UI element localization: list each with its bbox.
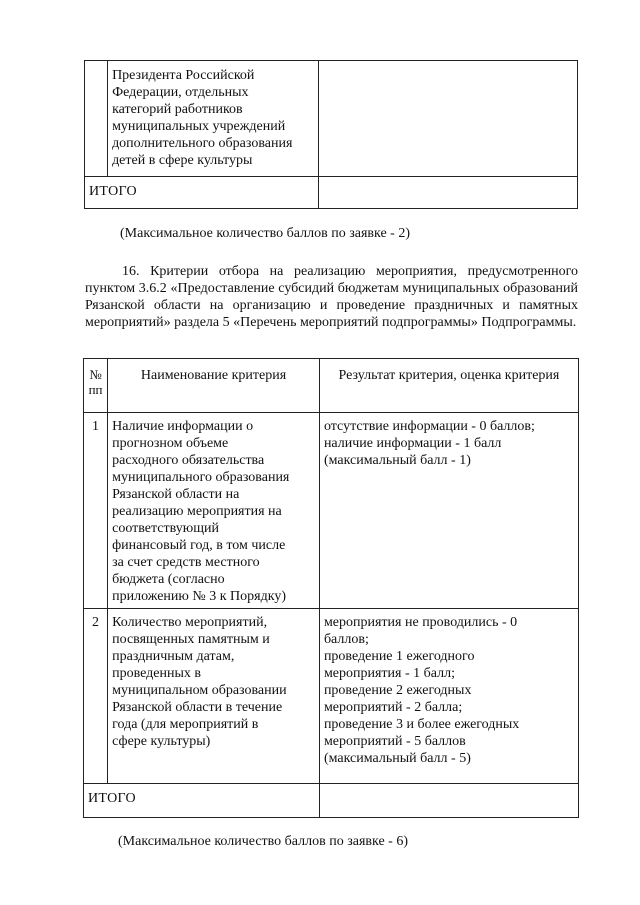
criterion-line: бюджета (согласно: [112, 572, 225, 587]
criterion-line: сфере культуры): [112, 734, 211, 749]
criterion-result-cell: [319, 413, 578, 609]
result-line: мероприятия не проводились - 0: [323, 615, 518, 630]
table-header-row: [84, 359, 579, 413]
criterion-line: категорий работников: [112, 102, 243, 117]
criterion-line: дополнительного образования: [112, 136, 293, 151]
result-line: мероприятий - 5 баллов: [323, 734, 466, 749]
criterion-line: соответствующий: [112, 521, 219, 536]
table-total-row: [85, 177, 578, 209]
criterion-line: муниципальном образовании: [112, 683, 287, 698]
result-line: мероприятий - 2 балла;: [323, 700, 463, 715]
total-value-cell: [319, 784, 578, 818]
result-line: (максимальный балл - 1): [323, 453, 471, 468]
criterion-line: финансовый год, в том числе: [112, 538, 286, 553]
criterion-line: приложению № 3 к Порядку): [112, 589, 286, 604]
criterion-name-cell: [108, 61, 319, 177]
total-value-cell: [318, 177, 577, 209]
criterion-line: Количество мероприятий,: [112, 615, 268, 630]
criterion-line: Президента Российской: [112, 68, 255, 83]
row-number-cell: 2: [84, 609, 108, 784]
criterion-name-cell: [108, 609, 320, 784]
criterion-line: муниципальных учреждений: [112, 119, 286, 134]
header-criterion-result: Результат критерия, оценка критерия: [319, 359, 578, 413]
header-number-abbr: пп: [88, 382, 103, 397]
criteria-table: [83, 358, 579, 818]
max-score-note: (Максимальное количество баллов по заявке - 2): [120, 226, 410, 241]
row-number-cell: 1: [84, 413, 108, 609]
result-line: проведение 3 и более ежегодных: [323, 717, 520, 732]
criterion-line: года (для мероприятий в: [112, 717, 259, 732]
criterion-result-cell: [318, 61, 577, 177]
table-row: [85, 61, 578, 177]
result-line: отсутствие информации - 0 баллов;: [323, 419, 535, 434]
criterion-line: проведенных в: [112, 666, 201, 681]
table-row: [84, 609, 579, 784]
criterion-line: праздничным датам,: [112, 649, 235, 664]
criterion-line: детей в сфере культуры: [112, 153, 253, 168]
total-label: ИТОГО: [85, 177, 319, 209]
header-criterion-name: Наименование критерия: [108, 359, 320, 413]
total-label: ИТОГО: [84, 784, 320, 818]
result-line: наличие информации - 1 балл: [323, 436, 502, 451]
criterion-line: прогнозном объеме: [112, 436, 229, 451]
criterion-line: расходного обязательства: [112, 453, 265, 468]
criterion-line: за счет средств местного: [112, 555, 260, 570]
result-line: проведение 2 ежегодных: [323, 683, 472, 698]
section-16-paragraph: 16. Критерии отбора на реализацию мероприятия, предусмотренного пунктом 3.6.2 «Предоставление субсидий бюджетам муниципальных образований Рязанской области на организацию и проведение праздничных и памятных мероприятий» раздела 5 «Перечень мероприятий подпрограммы» Подпрограммы.: [85, 264, 578, 330]
max-score-note: (Максимальное количество баллов по заявке - 6): [118, 834, 408, 849]
criterion-line: муниципального образования: [112, 470, 290, 485]
criterion-line: посвященных памятным и: [112, 632, 270, 647]
table-row: [84, 413, 579, 609]
criterion-line: реализацию мероприятия на: [112, 504, 282, 519]
header-number-symbol: №: [89, 367, 102, 382]
result-line: (максимальный балл - 5): [323, 751, 471, 766]
criterion-line: Рязанской области в течение: [112, 700, 283, 715]
criterion-line: Федерации, отдельных: [112, 85, 249, 100]
result-line: баллов;: [323, 632, 369, 647]
criteria-table-continuation: [84, 60, 578, 209]
criterion-name-cell: [108, 413, 320, 609]
row-number-cell: [85, 61, 108, 177]
table-total-row: [84, 784, 579, 818]
result-line: мероприятия - 1 балл;: [323, 666, 455, 681]
criterion-result-cell: [319, 609, 578, 784]
criterion-line: Рязанской области на: [112, 487, 240, 502]
criterion-line: Наличие информации о: [112, 419, 254, 434]
result-line: проведение 1 ежегодного: [323, 649, 475, 664]
header-number: [84, 359, 108, 413]
